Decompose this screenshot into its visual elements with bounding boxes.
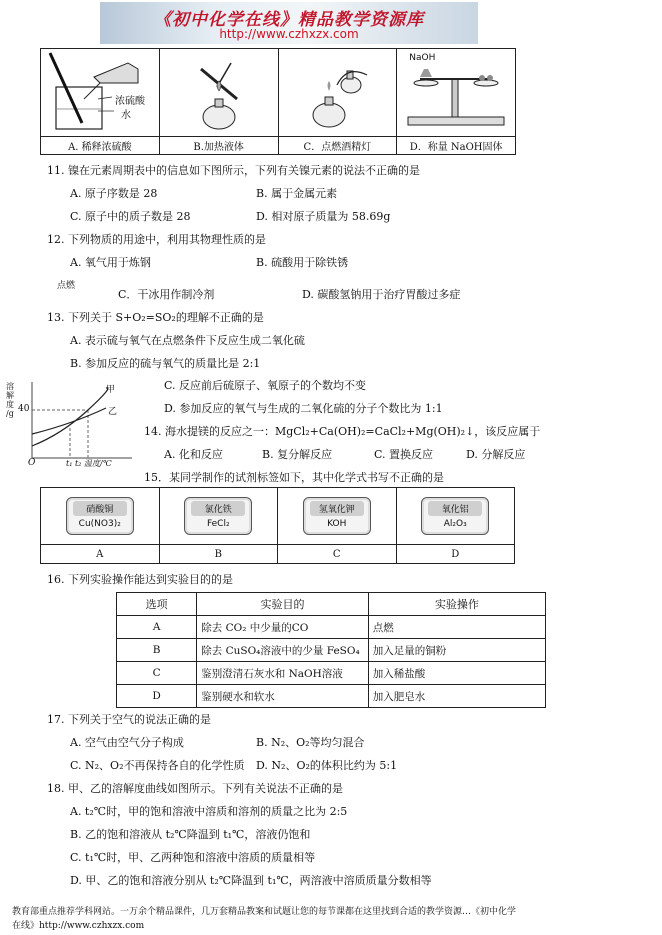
q17-stem: 17. 下列关于空气的说法正确的是 xyxy=(47,713,211,726)
row-purpose: 除去 CO₂ 中少量的CO xyxy=(197,616,369,639)
reagent-card-b xyxy=(159,488,278,545)
banner-title: 《初中化学在线》精品教学资源库 xyxy=(154,10,424,30)
beaker-dilution-icon xyxy=(42,49,158,133)
row-purpose: 鉴别硬水和软水 xyxy=(197,685,369,708)
banner-url: http://www.czhxzx.com xyxy=(219,27,359,41)
ylabel-char-4: /g xyxy=(6,409,14,418)
q18-option-d: D. 甲、乙的饱和溶液分别从 t₂℃降温到 t₁℃，两溶液中溶质质量分数相等 xyxy=(70,874,432,887)
row-purpose: 鉴别澄清石灰水和 NaOH溶液 xyxy=(197,662,369,685)
reagent-name: 氧化铝 xyxy=(428,501,482,516)
graph-y40: 40 xyxy=(18,404,30,414)
q11-stem: 11. 镍在元素周期表中的信息如下图所示，下列有关镍元素的说法不正确的是 xyxy=(47,164,420,177)
graph-ylabel xyxy=(6,382,16,418)
reagent-formula: FeCl₂ xyxy=(206,519,230,529)
figure-weigh-naoh xyxy=(397,49,516,137)
row-option: D xyxy=(117,685,197,708)
ylabel-char-3: 度 xyxy=(6,400,14,409)
q11-option-d: D. 相对原子质量为 58.69g xyxy=(256,210,391,223)
label-naoh: NaOH xyxy=(409,53,436,63)
footer-line-1: 教育部重点推荐学科网站。一万余个精品课件，几万套精品教案和试题让您的每节课都在这里找到合适的教学资源…《初中化学 xyxy=(12,907,517,917)
header-banner xyxy=(100,2,478,44)
reagent-name: 氢氧化钾 xyxy=(310,501,364,516)
row-operation: 加入肥皂水 xyxy=(368,685,545,708)
row-operation: 加入足量的铜粉 xyxy=(368,639,545,662)
table-row xyxy=(117,662,546,685)
reagent-label xyxy=(421,497,489,535)
q14-option-c: C. 置换反应 xyxy=(374,448,434,461)
q12-option-c: C．干冰用作制冷剂 xyxy=(118,288,215,301)
q17-option-d: D. N₂、O₂的体积比约为 5:1 xyxy=(256,759,398,772)
q12-option-d: D. 碳酸氢钠用于治疗胃酸过多症 xyxy=(302,288,461,301)
q14-stem: 14. 海水提镁的反应之一：MgCl₂+Ca(OH)₂=CaCl₂+Mg(OH)₂↓，该反应属于 xyxy=(144,425,541,438)
label-conc-acid: 浓硫酸 xyxy=(115,96,145,107)
col-header-purpose: 实验目的 xyxy=(197,593,369,616)
reagent-letter-d: D xyxy=(396,545,515,564)
q15-stem: 15．某同学制作的试剂标签如下，其中化学式书写不正确的是 xyxy=(144,471,444,484)
row-purpose: 除去 CuSO₄溶液中的少量 FeSO₄ xyxy=(197,639,369,662)
solubility-graph xyxy=(2,378,142,468)
ylabel-char-2: 解 xyxy=(6,391,14,400)
table-row xyxy=(117,685,546,708)
reagent-label xyxy=(303,497,371,535)
q17-option-c: C. N₂、O₂不再保持各自的化学性质 xyxy=(70,759,245,772)
caption-c: C．点燃酒精灯 xyxy=(278,137,397,155)
row-option: A xyxy=(117,616,197,639)
ylabel-char-1: 溶 xyxy=(6,382,14,391)
q13-option-c: C. 反应前后硫原子、氧原子的个数均不变 xyxy=(164,379,367,392)
row-option: C xyxy=(117,662,197,685)
reagent-name: 硝酸铜 xyxy=(73,501,127,516)
reagent-letter-b: B xyxy=(159,545,278,564)
figure-heat-liquid xyxy=(159,49,278,137)
q17-option-b: B. N₂、O₂等均匀混合 xyxy=(256,736,365,749)
lab-operation-figure-table xyxy=(40,48,516,155)
reagent-letter-c: C xyxy=(278,545,397,564)
page-footer xyxy=(12,905,652,933)
reagent-label-table xyxy=(40,487,515,564)
caption-d: D．称量 NaOH固体 xyxy=(397,137,516,155)
table-row xyxy=(117,639,546,662)
figure-dilute-acid xyxy=(41,49,160,137)
table-row xyxy=(117,616,546,639)
q16-stem: 16. 下列实验操作能达到实验目的的是 xyxy=(47,573,233,586)
q14-option-b: B. 复分解反应 xyxy=(262,448,333,461)
q18-option-b: B. 乙的饱和溶液从 t₂℃降温到 t₁℃，溶液仍饱和 xyxy=(70,828,311,841)
q12-stem: 12. 下列物质的用途中，利用其物理性质的是 xyxy=(47,233,266,246)
reagent-formula: Cu(NO3)₂ xyxy=(78,519,121,529)
q13-option-d: D. 参加反应的氧气与生成的二氧化硫的分子个数比为 1:1 xyxy=(164,402,443,415)
reagent-card-a xyxy=(41,488,160,545)
q14-option-a: A. 化和反应 xyxy=(164,448,223,461)
q11-option-a: A. 原子序数是 28 xyxy=(70,187,158,200)
reagent-card-d xyxy=(396,488,515,545)
alcohol-lamp-icon xyxy=(279,49,395,133)
reagent-formula: Al₂O₃ xyxy=(443,519,467,529)
reagent-letter-a: A xyxy=(41,545,160,564)
footer-line-2: 在线》http://www.czhxzx.com xyxy=(12,921,145,931)
caption-a: A. 稀释浓硫酸 xyxy=(41,137,160,155)
col-header-operation: 实验操作 xyxy=(368,593,545,616)
reagent-label xyxy=(184,497,252,535)
q12-option-a: A. 氧气用于炼钢 xyxy=(70,256,151,269)
q13-option-b: B. 参加反应的硫与氧气的质量比是 2:1 xyxy=(70,357,261,370)
q18-option-c: C. t₁℃时，甲、乙两种饱和溶液中溶质的质量相等 xyxy=(70,851,316,864)
col-header-option: 选项 xyxy=(117,593,197,616)
reagent-formula: KOH xyxy=(327,519,347,529)
q11-option-b: B. 属于金属元素 xyxy=(256,187,338,200)
reagent-name: 氯化铁 xyxy=(191,501,245,516)
graph-origin: O xyxy=(28,458,36,468)
caption-b: B.加热液体 xyxy=(159,137,278,155)
row-option: B xyxy=(117,639,197,662)
graph-xlabel: t₁ t₂ 温度/℃ xyxy=(66,459,112,468)
row-operation: 加入稀盐酸 xyxy=(368,662,545,685)
q18-option-a: A. t₂℃时，甲的饱和溶液中溶质和溶剂的质量之比为 2:5 xyxy=(70,805,348,818)
reagent-label xyxy=(66,497,134,535)
experiment-table xyxy=(116,592,546,708)
heating-tube-icon xyxy=(161,49,277,133)
stray-note: 点燃 xyxy=(57,281,76,291)
q11-option-c: C. 原子中的质子数是 28 xyxy=(70,210,191,223)
label-water: 水 xyxy=(121,110,131,121)
q17-option-a: A. 空气由空气分子构成 xyxy=(70,736,184,749)
q14-option-d: D. 分解反应 xyxy=(466,448,526,461)
solubility-curves-icon xyxy=(2,378,142,468)
q13-stem: 13. 下列关于 S+O₂=SO₂的理解不正确的是 xyxy=(47,311,264,324)
q13-option-a: A. 表示硫与氧气在点燃条件下反应生成二氧化硫 xyxy=(70,334,305,347)
q12-option-b: B. 硫酸用于除铁锈 xyxy=(256,256,349,269)
reagent-card-c xyxy=(278,488,397,545)
figure-light-lamp xyxy=(278,49,397,137)
graph-series-yi: 乙 xyxy=(108,407,118,417)
row-operation: 点燃 xyxy=(368,616,545,639)
q18-stem: 18. 甲、乙的溶解度曲线如图所示。下列有关说法不正确的是 xyxy=(47,782,343,795)
graph-series-jia: 甲 xyxy=(106,385,116,395)
